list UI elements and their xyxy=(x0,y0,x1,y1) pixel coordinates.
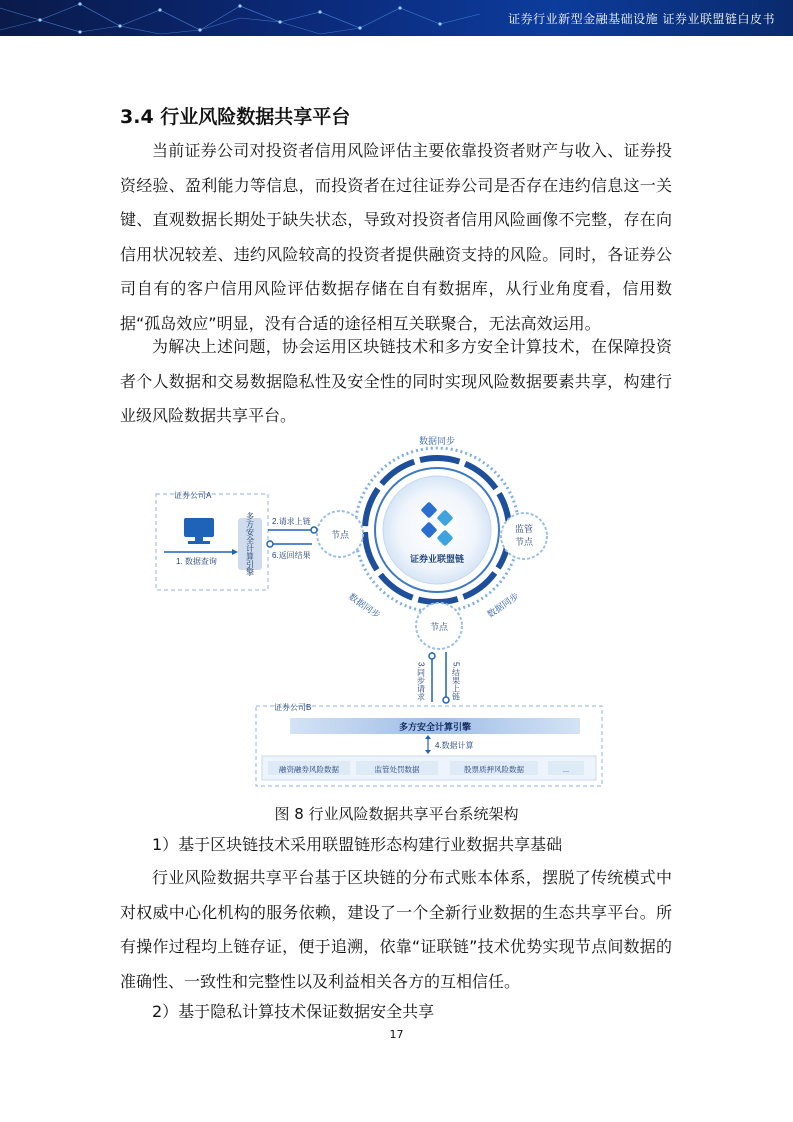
sync-label-left: 数据同步 xyxy=(346,591,383,621)
request-label: 2.请求上链 xyxy=(272,517,311,526)
node-regulator-label-2: 节点 xyxy=(514,537,534,547)
center-disc xyxy=(383,476,491,584)
paragraph-1: 当前证券公司对投资者信用风险评估主要依靠投资者财产与收入、证券投资经验、盈利能力等信息，而投资者在过往证券公司是否存在违约信息这一关键、直观数据长期处于缺失状态，导致对投资者信用风险画像不完整，存在向信用状况较差、违约风险较高的投资者提供融资支持的风险。同时，各证券公司自有的客户信用风险评估数据存储在自有数据库，从行业角度看，信用数据“孤岛效应”明显，没有合适的途径相互关联聚合，无法高效运用。 xyxy=(120,141,672,333)
paragraph-2: 为解决上述问题，协会运用区块链技术和多方安全计算技术，在保障投资者个人数据和交易数据隐私性及安全性的同时实现风险数据要素共享，构建行业级风险数据共享平台。 xyxy=(120,337,672,425)
compute-arrowhead-up xyxy=(425,735,431,739)
subsection-1-text: 行业风险数据共享平台基于区块链的分布式账本体系，摆脱了传统模式中对权威中心化机构的服务依赖，建设了一个全新行业数据的生态共享平台。所有操作过程均上链存证，便于追溯，依靠“证联链”技术优势实现节点间数据的准确性、一致性和完整性以及利益相关各方的互相信任。 xyxy=(120,868,672,991)
subsection-2-heading: 2）基于隐私计算技术保证数据安全共享 xyxy=(152,1002,435,1021)
monitor-icon xyxy=(184,518,214,544)
data-box-3-label: 股票质押风险数据 xyxy=(464,765,524,774)
data-box-more-label: ... xyxy=(562,765,570,774)
compute-label: 4.数据计算 xyxy=(435,741,474,750)
mpc-engine-b-label: 多方安全计算引擎 xyxy=(398,722,472,732)
architecture-diagram xyxy=(150,430,610,795)
company-b-label: 证券公司B xyxy=(274,703,312,712)
query-label: 1. 数据查询 xyxy=(176,557,217,566)
query-arrowhead xyxy=(232,549,238,555)
section-title: 3.4 行业风险数据共享平台 xyxy=(120,106,351,128)
header-title: 证券行业新型金融基础设施 证券业联盟链白皮书 xyxy=(508,12,775,26)
return-arrow-end xyxy=(267,541,273,547)
figure-caption: 图 8 行业风险数据共享平台系统架构 xyxy=(274,805,519,823)
compute-arrowhead-down xyxy=(425,750,431,754)
node-regulator-label-1: 监管 xyxy=(514,524,534,534)
result-chain-end xyxy=(443,697,449,703)
data-box-2-label: 监管处罚数据 xyxy=(374,765,420,774)
return-label: 6.返回结果 xyxy=(272,551,311,560)
sync-request-label: 3.同步请求 xyxy=(416,662,426,701)
result-chain-label: 5.结果上链 xyxy=(451,662,461,701)
node-left-label: 节点 xyxy=(330,530,350,540)
center-label: 证券业联盟链 xyxy=(409,554,465,564)
node-regulator xyxy=(501,513,547,559)
sync-label-right: 数据同步 xyxy=(485,590,521,620)
request-arrow-end xyxy=(311,527,317,533)
network-pattern-decoration xyxy=(0,0,500,36)
data-box-1-label: 融资融券风险数据 xyxy=(279,765,339,774)
sync-request-end xyxy=(429,653,435,659)
page-number: 17 xyxy=(389,1028,404,1041)
subsection-1-heading: 1）基于区块链技术采用联盟链形态构建行业数据共享基础 xyxy=(152,835,563,854)
node-bottom-label: 节点 xyxy=(429,622,449,632)
sync-label-top: 数据同步 xyxy=(418,436,456,446)
page-header xyxy=(0,0,793,36)
company-a-label: 证券公司A xyxy=(174,491,212,500)
mpc-engine-a-label: 多方安全计算引擎 xyxy=(245,512,255,576)
